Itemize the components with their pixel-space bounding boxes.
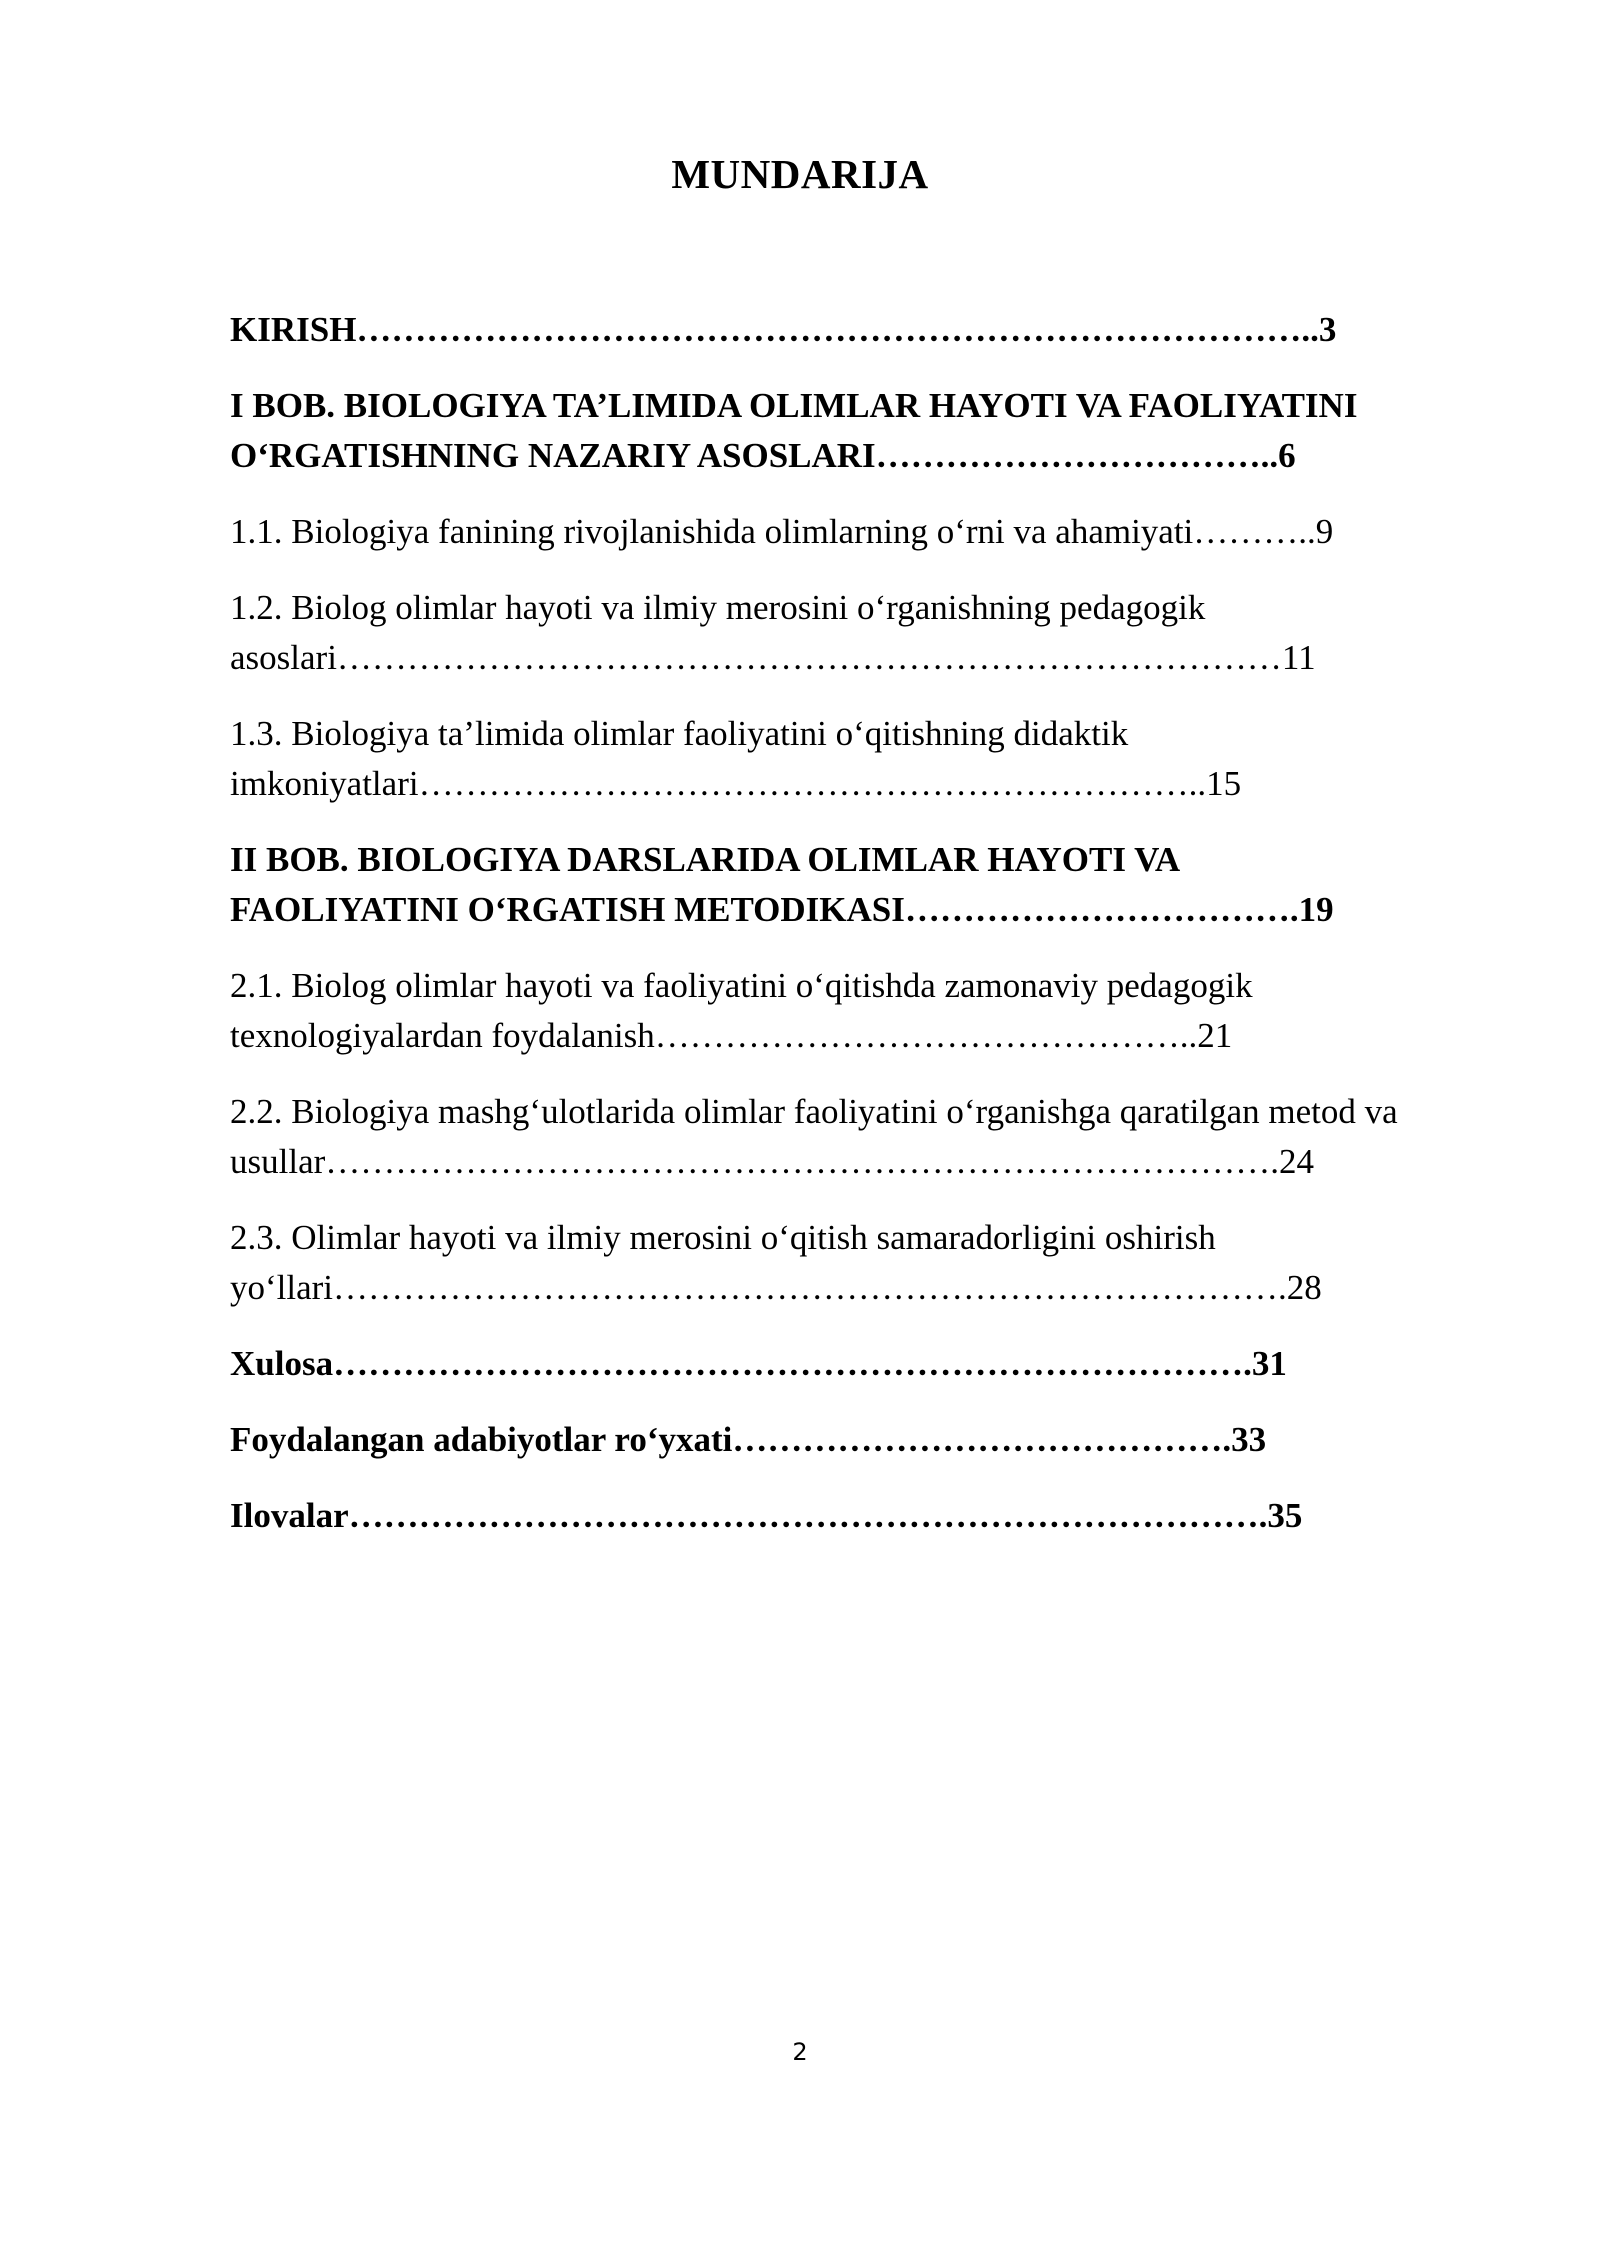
toc-entry-chapter-2 bbox=[230, 835, 1500, 935]
toc-entry-text: texnologiyalardan foydalanish………………………………………..21 bbox=[230, 1016, 1233, 1055]
toc-entry-text: 1.3. Biologiya ta’limida olimlar faoliyatini o‘qitishning didaktik bbox=[230, 714, 1129, 753]
toc-entry-text: imkoniyatlari…………………………………………………………..15 bbox=[230, 764, 1242, 803]
toc-entry-text: usullar……………………………………………………………………….24 bbox=[230, 1142, 1315, 1181]
toc-entry-kirish bbox=[230, 305, 1500, 355]
toc-entry-text: O‘RGATISHNING NAZARIY ASOSLARI……………………………..6 bbox=[230, 436, 1296, 475]
toc-entry-text: Xulosa…………………………………………………………………….31 bbox=[230, 1344, 1287, 1383]
toc-entry-adabiyotlar bbox=[230, 1415, 1500, 1465]
toc-entry-chapter-1 bbox=[230, 381, 1500, 481]
toc-entry-section-1-2 bbox=[230, 583, 1500, 683]
toc-entry-text: yo‘llari……………………………………………………………………….28 bbox=[230, 1268, 1322, 1307]
toc-entry-text: FAOLIYATINI O‘RGATISH METODIKASI…………………………….19 bbox=[230, 890, 1334, 929]
toc-entry-text: 1.1. Biologiya fanining rivojlanishida olimlarning o‘rni va ahamiyati………..9 bbox=[230, 512, 1334, 551]
table-of-contents bbox=[230, 305, 1500, 1567]
toc-entry-text: asoslari………………………………………………………………………11 bbox=[230, 638, 1316, 677]
toc-entry-text: 2.3. Olimlar hayoti va ilmiy merosini o‘qitish samaradorligini oshirish bbox=[230, 1218, 1216, 1257]
toc-entry-text: I BOB. BIOLOGIYA TA’LIMIDA OLIMLAR HAYOTI VA FAOLIYATINI bbox=[230, 386, 1358, 425]
toc-entry-text: 2.1. Biolog olimlar hayoti va faoliyatini o‘qitishda zamonaviy pedagogik bbox=[230, 966, 1253, 1005]
toc-entry-text: 2.2. Biologiya mashg‘ulotlarida olimlar faoliyatini o‘rganishga qaratilgan metod va bbox=[230, 1092, 1398, 1131]
toc-entry-section-1-1 bbox=[230, 507, 1500, 557]
page-title: MUNDARIJA bbox=[671, 151, 929, 197]
toc-entry-ilovalar bbox=[230, 1491, 1500, 1541]
toc-entry-text: II BOB. BIOLOGIYA DARSLARIDA OLIMLAR HAYOTI VA bbox=[230, 840, 1181, 879]
toc-entry-section-2-3 bbox=[230, 1213, 1500, 1313]
toc-entry-section-2-1 bbox=[230, 961, 1500, 1061]
toc-entry-text: 1.2. Biolog olimlar hayoti va ilmiy merosini o‘rganishning pedagogik bbox=[230, 588, 1206, 627]
toc-entry-text: Ilovalar…………………………………………………………………….35 bbox=[230, 1496, 1303, 1535]
toc-entry-text: Foydalangan adabiyotlar ro‘yxati…………………………………….33 bbox=[230, 1420, 1267, 1459]
toc-entry-text: KIRISH………………………………………………………………………..3 bbox=[230, 310, 1337, 349]
toc-entry-section-1-3 bbox=[230, 709, 1500, 809]
page-number: 2 bbox=[792, 2038, 808, 2066]
toc-entry-xulosa bbox=[230, 1339, 1500, 1389]
toc-entry-section-2-2 bbox=[230, 1087, 1500, 1187]
